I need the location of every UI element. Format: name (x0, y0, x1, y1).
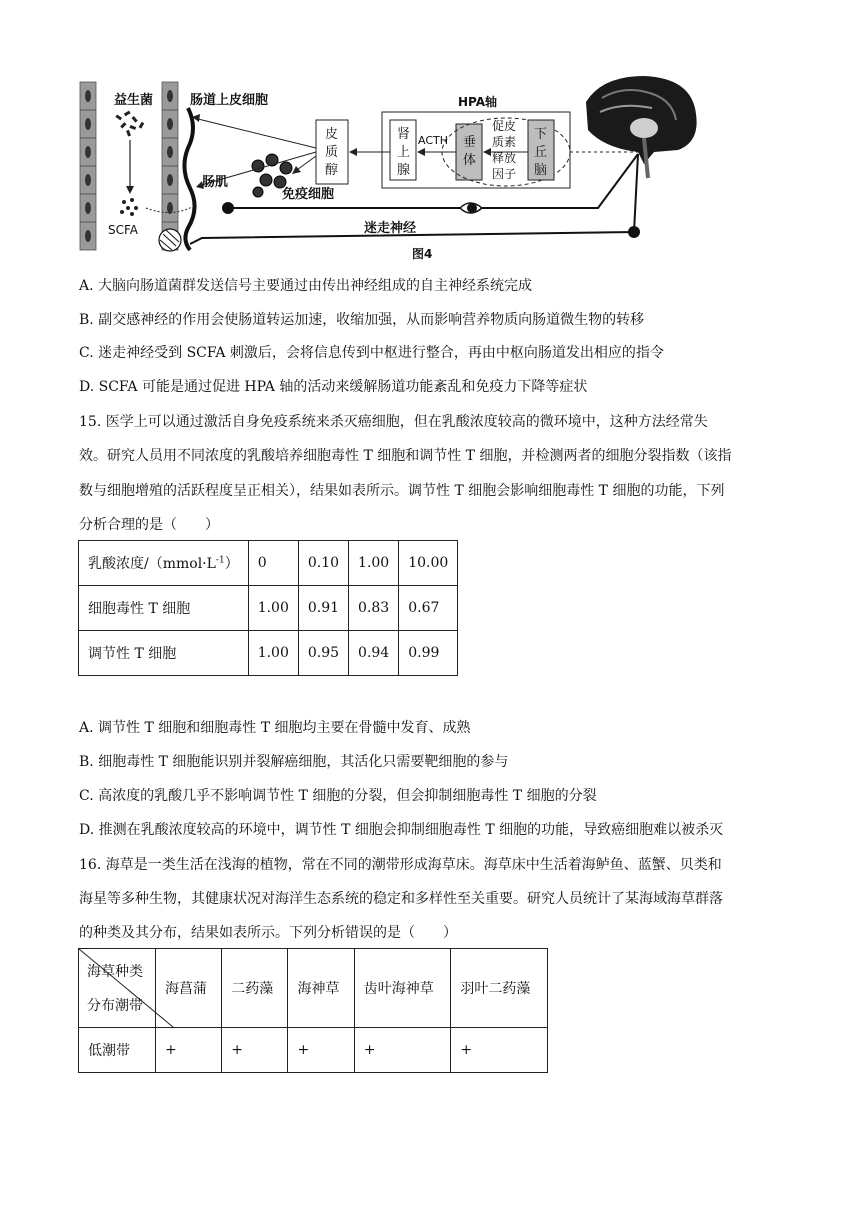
table-cell: + (222, 1028, 288, 1073)
label-cortisol-3: 醇 (325, 163, 339, 178)
q14-option-a: A. 大脑向肠道菌群发送信号主要通过由传出神经组成的自主神经系统完成 (79, 278, 533, 294)
species-header: 海神草 (288, 949, 354, 1028)
table-cell: + (156, 1028, 222, 1073)
diagonal-header-cell (79, 949, 156, 1028)
q15-stem-line: 分析合理的是（ ） (79, 517, 219, 533)
label-pituitary-1: 垂 (463, 135, 477, 150)
label-crh-2: 质素 (492, 135, 517, 149)
seagrass-table (78, 948, 548, 1073)
header-lactic-concentration: 乳酸浓度$/(mmol\cdot L^{-1})$ (79, 541, 249, 586)
label-vagus-nerve: 迷走神经 (364, 221, 417, 236)
label-hpa: HPA轴 (458, 95, 498, 109)
label-cortisol-1: 皮 (325, 127, 339, 142)
q15-option-c: C. 高浓度的乳酸几乎不影响调节性 T 细胞的分裂，但会抑制细胞毒性 T 细胞的分裂 (79, 788, 597, 804)
table-cell: 0.10 (298, 541, 348, 586)
label-crh-1: 促皮 (492, 119, 517, 133)
q16-stem-line: 16. 海草是一类生活在浅海的植物，常在不同的潮带形成海草床。海草床中生活着海鲈鱼、蓝蟹、贝类和 (79, 857, 722, 873)
table-cell: 10.00 (399, 541, 458, 586)
q14-option-c: C. 迷走神经受到 SCFA 刺激后，会将信息传到中枢进行整合，再由中枢向肠道发出相应的指令 (79, 345, 664, 361)
lactic-acid-table (78, 540, 458, 676)
figure-caption: 图4 (412, 247, 433, 261)
species-header: 二药藻 (222, 949, 288, 1028)
label-adrenal-1: 肾 (397, 127, 411, 142)
corner-top-label: 海草种类 (87, 964, 143, 980)
label-crh-4: 因子 (492, 167, 517, 181)
scfa-molecules-icon (120, 198, 138, 216)
label-probiotics: 益生菌 (114, 93, 154, 108)
pituitary-box (456, 124, 482, 180)
q16-stem-line: 海星等多种生物，其健康状况对海洋生态系统的稳定和多样性至关重要。研究人员统计了某海域海草群落 (79, 891, 723, 907)
brain-icon (586, 76, 697, 178)
table-cell: 0.91 (298, 586, 348, 631)
label-hypothalamus-1: 下 (534, 127, 548, 142)
species-header: 齿叶海神草 (354, 949, 451, 1028)
label-crh-3: 释放 (492, 151, 517, 165)
table-row (79, 631, 458, 676)
species-header: 羽叶二药藻 (451, 949, 548, 1028)
q15-option-a: A. 调节性 T 细胞和细胞毒性 T 细胞均主要在骨髓中发育、成熟 (79, 720, 471, 736)
row-label-regulatory-t: 调节性 T 细胞 (79, 631, 249, 676)
table-cell: 1.00 (248, 631, 298, 676)
probiotic-bacteria-icon (115, 111, 144, 137)
q15-stem-line: 15. 医学上可以通过激活自身免疫系统来杀灭癌细胞，但在乳酸浓度较高的微环境中，这种方法经常失 (79, 414, 708, 430)
table-row (79, 949, 548, 1028)
label-acth: ACTH (418, 134, 449, 147)
table-cell: 0.94 (349, 631, 399, 676)
table-cell: + (451, 1028, 548, 1073)
gut-muscle (184, 108, 194, 250)
q15-option-d: D. 推测在乳酸浓度较高的环境中，调节性 T 细胞会抑制细胞毒性 T 细胞的功能，导致癌细胞难以被杀灭 (79, 822, 724, 838)
table-row (79, 541, 458, 586)
figure-4-diagram (72, 68, 772, 266)
table-row (79, 586, 458, 631)
q15-stem-line: 数与细胞增殖的活跃程度呈正相关），结果如表所示。调节性 T 细胞会影响细胞毒性 T 细胞的功能，下列 (79, 483, 725, 499)
label-epithelium: 肠道上皮细胞 (190, 93, 269, 108)
table-cell: 0.99 (399, 631, 458, 676)
label-cortisol-2: 质 (325, 145, 339, 160)
label-adrenal-3: 腺 (397, 163, 411, 178)
cell-column-left (80, 82, 96, 250)
label-pituitary-2: 体 (463, 153, 477, 168)
corner-bottom-label: 分布潮带 (87, 998, 143, 1014)
q15-option-b: B. 细胞毒性 T 细胞能识别并裂解癌细胞，其活化只需要靶细胞的参与 (79, 754, 509, 770)
label-immune-cells: 免疫细胞 (282, 187, 335, 202)
label-adrenal-2: 上 (397, 145, 411, 160)
label-hypothalamus-3: 脑 (534, 163, 548, 178)
row-label-low-tide: 低潮带 (79, 1028, 156, 1073)
q15-stem-line: 效。研究人员用不同浓度的乳酸培养细胞毒性 T 细胞和调节性 T 细胞，并检测两者的细胞分裂指数（该指 (79, 448, 732, 464)
label-hypothalamus-2: 丘 (534, 145, 548, 160)
q14-option-b: B. 副交感神经的作用会使肠道转运加速，收缩加强，从而影响营养物质向肠道微生物的转移 (79, 312, 645, 328)
label-scfa: SCFA (108, 223, 139, 237)
table-row (79, 1028, 548, 1073)
table-cell: + (354, 1028, 451, 1073)
cell-column-right (162, 82, 178, 250)
table-cell: 1.00 (248, 586, 298, 631)
label-gut-muscle: 肠肌 (202, 175, 229, 190)
q16-stem-line: 的种类及其分布，结果如表所示。下列分析错误的是（ ） (79, 925, 457, 941)
table-cell: 0.95 (298, 631, 348, 676)
species-header: 海菖蒲 (156, 949, 222, 1028)
row-label-cytotoxic-t: 细胞毒性 T 细胞 (79, 586, 249, 631)
table-cell: 0.83 (349, 586, 399, 631)
table-cell: 1.00 (349, 541, 399, 586)
table-cell: 0.67 (399, 586, 458, 631)
q14-option-d: D. SCFA 可能是通过促进 HPA 轴的活动来缓解肠道功能紊乱和免疫力下降等症状 (79, 379, 588, 395)
table-cell: 0 (248, 541, 298, 586)
table-cell: + (288, 1028, 354, 1073)
